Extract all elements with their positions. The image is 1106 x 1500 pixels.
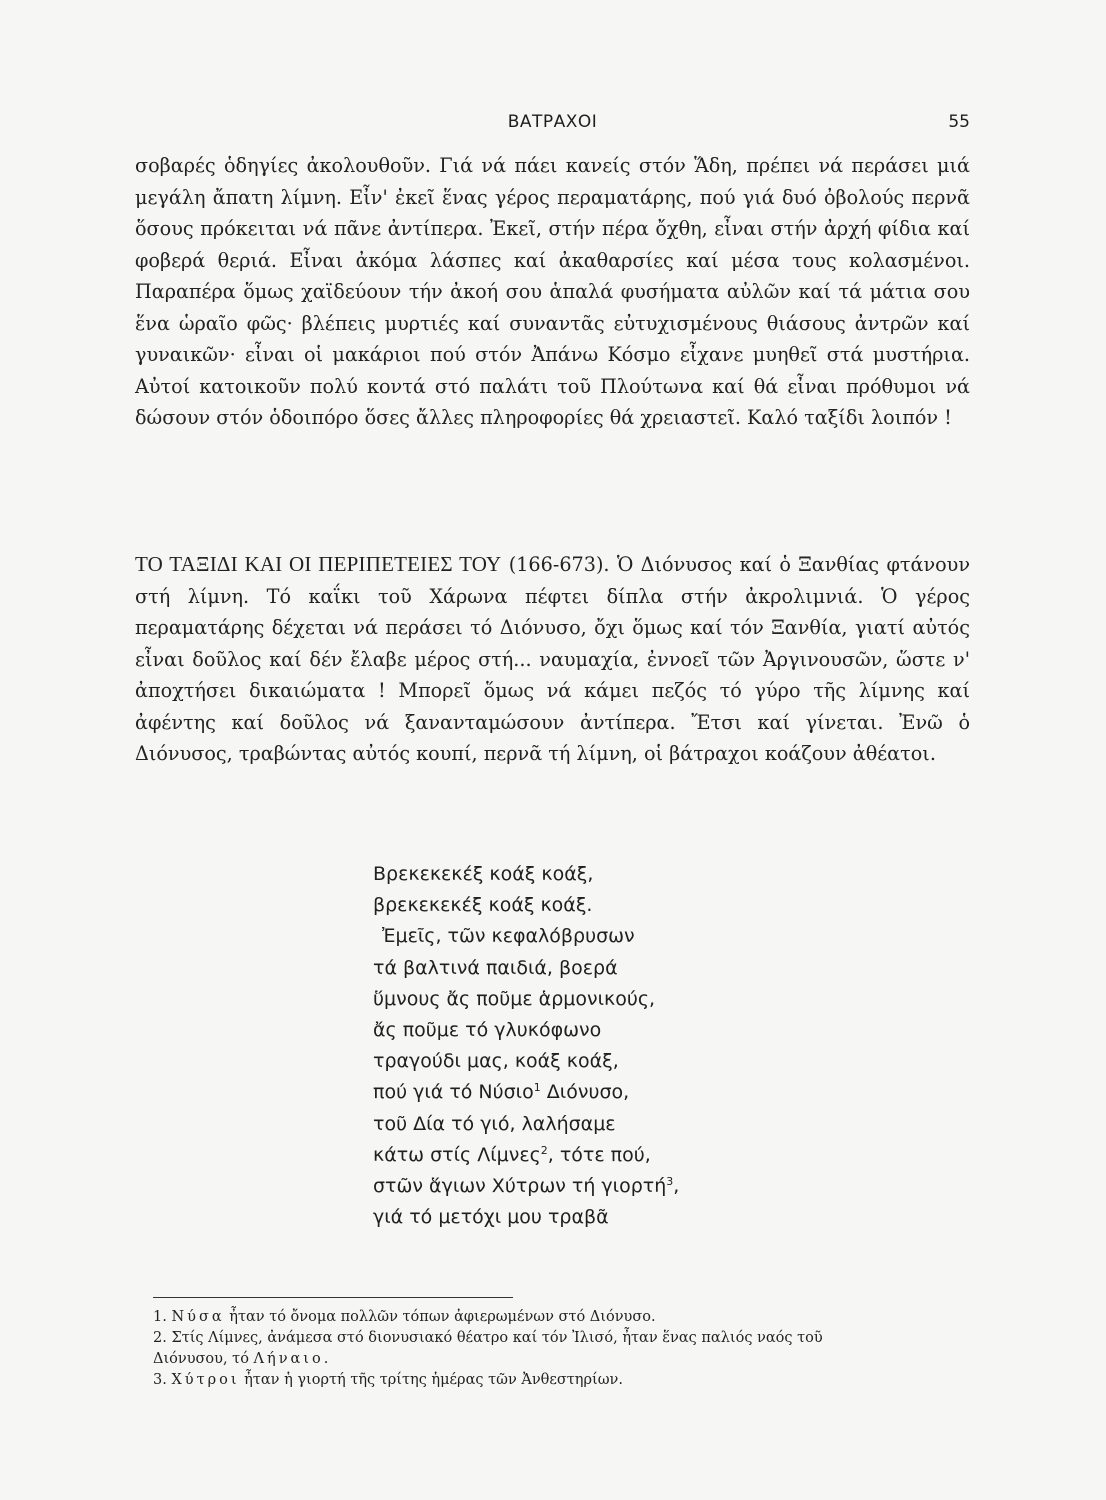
footnote-3: 3. Χύτροι ἦταν ἡ γιορτή τῆς τρίτης ἡμέρας τῶν Ἀνθεστηρίων. (153, 1372, 623, 1388)
poem-line: ὕμνους ἄς ποῦμε ἁρμονικούς, (373, 987, 656, 1010)
poem-line: κάτω στίς Λίμνες$^2$, τότε πού, (373, 1143, 651, 1166)
footnotes (153, 1307, 968, 1391)
poem-line: στῶν ἅγιων Χύτρων τή γιορτή$^3$, (373, 1175, 680, 1198)
poem-line: πού γιά τό Νύσιο$^1$ Διόνυσο, (373, 1081, 630, 1104)
poem-line: τραγούδι μας, κοάξ κοάξ, (373, 1050, 619, 1073)
poem-line: Ἐμεῖς, τῶν κεφαλόβρυσων (382, 925, 635, 948)
page-number: 55 (948, 112, 970, 132)
poem-line: Βρεκεκεκέξ κοάξ κοάξ, (373, 863, 594, 885)
poem-line: τοῦ Δία τό γιό, λαλήσαμε (373, 1112, 616, 1135)
poem (373, 859, 933, 1233)
footnote-marker: 1 (533, 1081, 541, 1095)
footnote-divider (153, 1297, 513, 1298)
footnote-2: 2. Στίς Λίμνες, ἀνάμεσα στό διονυσιακό θέατρο καί τόν Ἰλισό, ἦταν ἕνας παλιός ναός τοῦ Διόνυσου, τό Λήναιο. (153, 1330, 823, 1367)
poem-line: τά βαλτινά παιδιά, βοερά (373, 956, 618, 979)
section-paragraph (135, 549, 970, 770)
footnote-1: 1. Νύσα ἦταν τό ὄνομα πολλῶν τόπων ἀφιερωμένων στό Διόνυσο. (153, 1309, 656, 1325)
running-title: ΒΑΤΡΑΧΟΙ (507, 112, 598, 132)
footnote-marker: 3 (666, 1175, 674, 1189)
poem-line: γιά τό μετόχι μου τραβᾶ (373, 1206, 609, 1229)
section-text: Ὁ Διόνυσος καί ὁ Ξανθίας φτάνουν στή λίμνη. Τό καΐκι τοῦ Χάρωνα πέφτει δίπλα στήν ἀκρολιμνιά. Ὁ γέρος περαματάρης δέχεται νά περάσει τό Διόνυσο, ὄχι ὅμως καί τόν Ξανθία, γιατί αὐτός εἶναι δοῦλος καί δέν ἔλαβε μέρος στή... ναυμαχία, ἐννοεῖ τῶν Ἀργινουσῶν, ὥστε ν' ἀποχτήσει δικαιώματα ! Μπορεῖ ὅμως νά κάμει πεζός τό γύρο τῆς λίμνης καί ἀφέντης καί δοῦλος νά ξανανταμώσουν ἀντίπερα. Ἔτσι καί γίνεται. Ἐνῶ ὁ Διόνυσος, τραβώντας αὐτός κουπί, περνᾶ τή λίμνη, οἱ βάτραχοι κοάζουν ἀθέατοι. (135, 553, 970, 765)
poem-line: βρεκεκεκέξ κοάξ κοάξ. (373, 894, 593, 917)
footnote-marker: 2 (540, 1143, 548, 1157)
section-range: (166-673). (508, 553, 610, 576)
page-header (135, 112, 970, 142)
poem-line: ἄς ποῦμε τό γλυκόφωνο (373, 1019, 602, 1042)
section-title: ΤΟ ΤΑΞΙΔΙ ΚΑΙ ΟΙ ΠΕΡΙΠΕΤΕΙΕΣ ΤΟΥ (135, 552, 502, 576)
intro-paragraph: σοβαρές ὁδηγίες ἀκολουθοῦν. Γιά νά πάει κανείς στόν Ἅδη, πρέπει νά περάσει μιά μεγάλη ἄπατη λίμνη. Εἶν' ἐκεῖ ἕνας γέρος περαματάρης, πού γιά δυό ὀβολούς περνᾶ ὅσους πρόκειται νά πᾶνε ἀντίπερα. Ἐκεῖ, στήν πέρα ὄχθη, εἶναι στήν ἀρχή φίδια καί φοβερά θεριά. Εἶναι ἀκόμα λάσπες καί ἀκαθαρσίες καί μέσα τους κολασμένοι. Παραπέρα ὅμως χαϊδεύουν τήν ἀκοή σου ἁπαλά φυσήματα αὐλῶν καί τά μάτια σου ἕνα ὡραῖο φῶς· βλέπεις μυρτιές καί συναντᾶς εὐτυχισμένους θιάσους ἀντρῶν καί γυναικῶν· εἶναι οἱ μακάριοι πού στόν Ἀπάνω Κόσμο εἶχανε μυηθεῖ στά μυστήρια. Αὐτοί κατοικοῦν πολύ κοντά στό παλάτι τοῦ Πλούτωνα καί θά εἶναι πρόθυμοι νά δώσουν στόν ὁδοιπόρο ὅσες ἄλλες πληροφορίες θά χρειαστεῖ. Καλό ταξίδι λοιπόν ! (135, 154, 970, 429)
